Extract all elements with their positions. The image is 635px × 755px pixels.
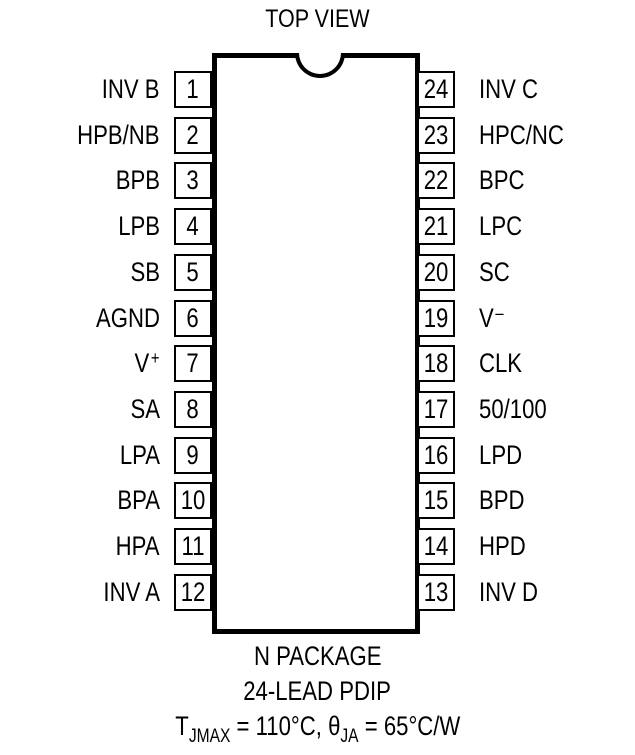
pin-number: 2 — [186, 120, 200, 150]
pin-label — [479, 530, 526, 563]
thermal-spec — [0, 711, 635, 748]
pin-label — [479, 256, 510, 289]
pin-right-8 — [417, 391, 455, 428]
pin-label-superscript: – — [495, 303, 504, 323]
pin-number: 5 — [186, 257, 200, 287]
pin-number: 6 — [186, 303, 200, 333]
pin-label — [130, 256, 160, 289]
pin-left-9 — [174, 437, 212, 474]
pin-label-text: AGND — [96, 303, 160, 333]
pin-left-12 — [174, 574, 212, 611]
pin-number: 9 — [186, 440, 200, 470]
package-name: N PACKAGE — [253, 641, 382, 671]
pin-label — [102, 73, 160, 106]
pin-left-7 — [174, 345, 212, 382]
pin-right-7 — [417, 345, 455, 382]
theta-subscript: JA — [340, 726, 359, 747]
pin-label-text: SC — [479, 257, 510, 287]
tjmax-subscript: JMAX — [188, 726, 231, 747]
pin-right-9 — [417, 437, 455, 474]
package-lead-count: 24-LEAD PDIP — [243, 676, 392, 706]
pin-label-text: SB — [130, 257, 160, 287]
pin-right-4 — [417, 208, 455, 245]
pin-label-text: HPC/NC — [479, 120, 564, 150]
pin-number: 3 — [186, 165, 200, 195]
pin-number: 17 — [423, 394, 449, 424]
pin-label — [479, 210, 522, 243]
pin-label — [78, 119, 160, 152]
pin-label — [479, 347, 522, 380]
pin-label-text: CLK — [479, 348, 523, 378]
pin-left-3 — [174, 162, 212, 199]
pin-left-10 — [174, 482, 212, 519]
pin-label-text: V — [479, 303, 494, 333]
pin-left-8 — [174, 391, 212, 428]
pin-left-1 — [174, 71, 212, 108]
pin-number: 10 — [180, 485, 206, 515]
pin-label-text: BPB — [115, 165, 160, 195]
ic-package-body — [212, 53, 420, 634]
pin-number: 7 — [186, 348, 200, 378]
pin-number: 23 — [423, 120, 449, 150]
pin-number: 19 — [423, 303, 449, 333]
pin-label — [479, 164, 525, 197]
pin1-notch — [295, 53, 345, 78]
pin-right-2 — [417, 117, 455, 154]
pin-number: 8 — [186, 394, 200, 424]
tjmax-value: = 110°C, — [230, 711, 328, 741]
pin-label — [479, 484, 525, 517]
pin-number: 16 — [423, 440, 449, 470]
pin-label-text: INV D — [479, 577, 539, 607]
pin-label-text: LPC — [479, 211, 523, 241]
pin-left-4 — [174, 208, 212, 245]
pin-number: 1 — [186, 74, 200, 104]
pin-left-11 — [174, 528, 212, 565]
pin-label — [120, 439, 160, 472]
pin-label — [130, 393, 160, 426]
theta-value: = 65°C/W — [358, 711, 461, 741]
pin-label-text: BPC — [479, 165, 525, 195]
tjmax-symbol: T — [174, 711, 189, 741]
pin-number: 11 — [181, 531, 205, 561]
pin-label — [103, 576, 160, 609]
pin-right-5 — [417, 254, 455, 291]
pin-number: 20 — [423, 257, 449, 287]
pin-right-1 — [417, 71, 455, 108]
pin-label — [479, 119, 564, 152]
pin-number: 14 — [423, 531, 449, 561]
pin-label — [479, 576, 538, 609]
pin-label-text: V — [134, 348, 150, 378]
pin-label-text: INV C — [479, 74, 539, 104]
pin-number: 12 — [180, 577, 206, 607]
pin-label — [116, 530, 160, 563]
pin-label-text: HPD — [479, 531, 526, 561]
pin-label — [135, 347, 160, 380]
pin-label-text: 50/100 — [479, 394, 547, 424]
pin-number: 15 — [423, 485, 449, 515]
pin-left-6 — [174, 300, 212, 337]
pin-number: 21 — [423, 211, 449, 241]
pin-label — [479, 73, 538, 106]
pin-label-text: LPD — [479, 440, 523, 470]
pin-number: 18 — [423, 348, 449, 378]
pin-label-text: SA — [130, 394, 160, 424]
pin-label-text: LPA — [119, 440, 160, 470]
pin-label — [479, 393, 547, 426]
pin-label-text: BPD — [479, 485, 525, 515]
pin-label-text: BPA — [117, 485, 160, 515]
pin-label-text: INV A — [103, 577, 160, 607]
pin-right-11 — [417, 528, 455, 565]
pin-number: 4 — [186, 211, 200, 241]
pin-left-5 — [174, 254, 212, 291]
pin-label — [96, 302, 160, 335]
theta-symbol: θ — [327, 711, 341, 741]
pin-right-12 — [417, 574, 455, 611]
pin-right-10 — [417, 482, 455, 519]
pin-label-text: HPA — [116, 531, 160, 561]
pin-label-text: HPB/NB — [77, 120, 160, 150]
pin-label — [118, 210, 160, 243]
pin-label — [479, 439, 522, 472]
pin-number: 22 — [423, 165, 449, 195]
pin-right-3 — [417, 162, 455, 199]
pin-label-text: INV B — [102, 74, 160, 104]
pin-left-2 — [174, 117, 212, 154]
pin-right-6 — [417, 300, 455, 337]
pin-label-text: LPB — [118, 211, 160, 241]
diagram-title: TOP VIEW — [265, 5, 370, 33]
pin-label — [117, 484, 160, 517]
pin-label — [479, 302, 504, 335]
pin-label-superscript: + — [151, 348, 160, 368]
pin-number: 24 — [423, 74, 449, 104]
pin-number: 13 — [423, 577, 449, 607]
pin-label — [116, 164, 160, 197]
